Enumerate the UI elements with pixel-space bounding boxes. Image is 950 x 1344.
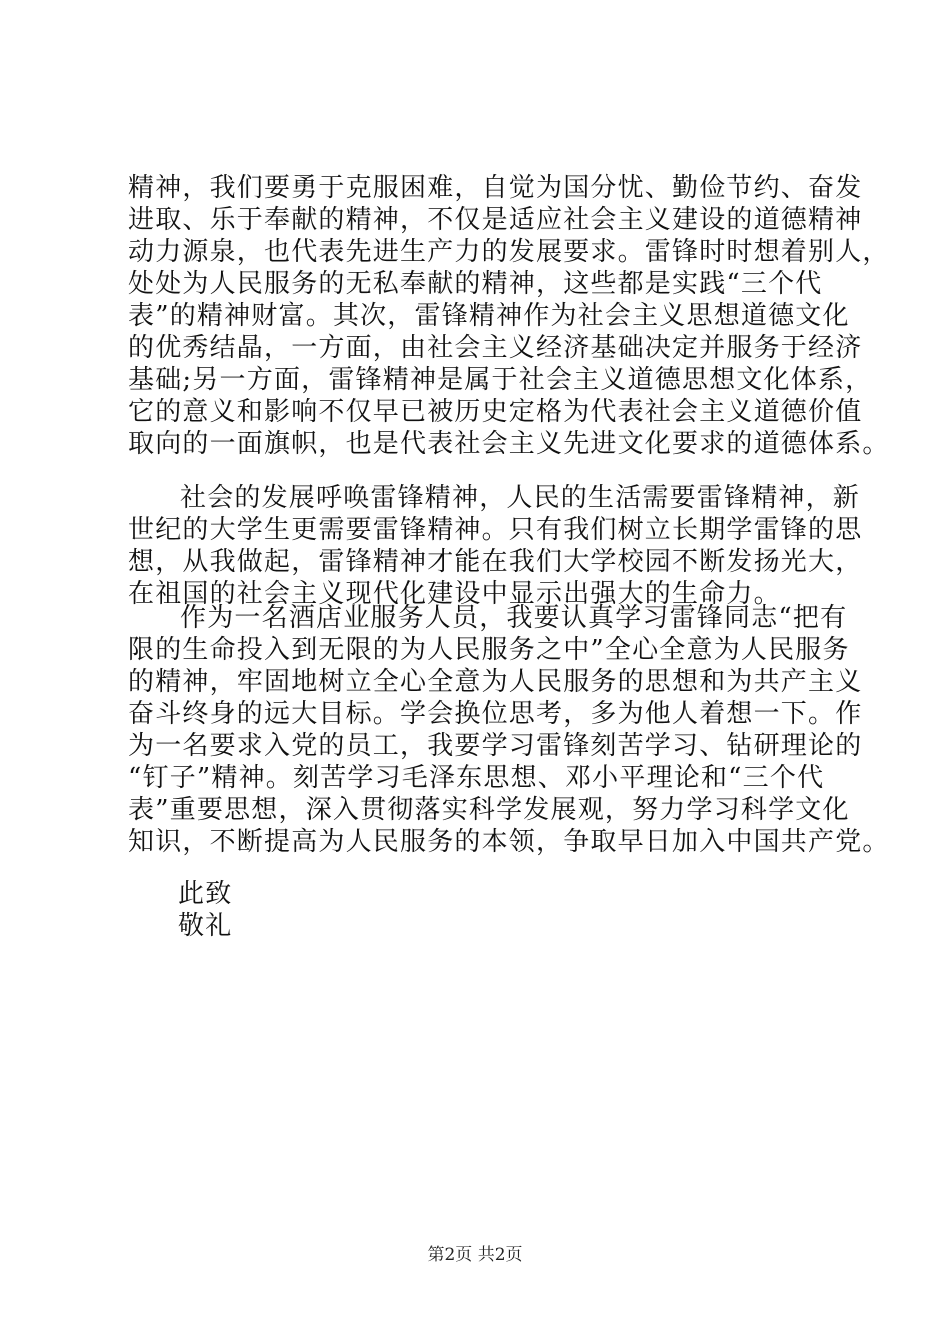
paragraph-3-line-2: 限的生命投入到无限的为人民服务之中”全心全意为人民服务 [128,635,850,665]
page-number-footer: 第2页 共2页 [427,1245,523,1265]
paragraph-1-line-8: 它的意义和影响不仅早已被历史定格为代表社会主义道德价值 [128,397,863,427]
paragraph-2-line-3: 想，从我做起，雷锋精神才能在我们大学校园不断发扬光大， [128,547,863,577]
paragraph-1-line-5: 表”的精神财富。其次，雷锋精神作为社会主义思想道德文化 [128,301,850,331]
paragraph-3-line-4: 奋斗终身的远大目标。学会换位思考，多为他人着想一下。作 [128,699,863,729]
paragraph-3-line-7: 表”重要思想，深入贯彻落实科学发展观，努力学习科学文化 [128,795,850,825]
paragraph-3-line-5: 为一名要求入党的员工，我要学习雷锋刻苦学习、钻研理论的 [128,731,863,761]
paragraph-1-line-3: 动力源泉，也代表先进生产力的发展要求。雷锋时时想着别人， [128,237,890,267]
closing-salutation: 此致 [178,879,233,909]
paragraph-2-line-2: 世纪的大学生更需要雷锋精神。只有我们树立长期学雷锋的思 [128,515,863,545]
paragraph-1-line-1: 精神，我们要勇于克服困难，自觉为国分忧、勤俭节约、奋发 [128,173,863,203]
paragraph-3-line-1: 作为一名酒店业服务人员，我要认真学习雷锋同志“把有 [180,603,848,633]
paragraph-3-line-8: 知识，不断提高为人民服务的本领，争取早日加入中国共产党。 [128,827,890,857]
paragraph-2-line-4: 在祖国的社会主义现代化建设中显示出强大的生命力。 [128,579,781,609]
paragraph-1-line-2: 进取、乐于奉献的精神，不仅是适应社会主义建设的道德精神 [128,205,863,235]
paragraph-3-line-3: 的精神，牢固地树立全心全意为人民服务的思想和为共产主义 [128,667,863,697]
paragraph-3-line-6: “钉子”精神。刻苦学习毛泽东思想、邓小平理论和“三个代 [128,763,825,793]
paragraph-1-line-4: 处处为人民服务的无私奉献的精神，这些都是实践“三个代 [128,269,823,299]
closing-regards: 敬礼 [178,911,233,941]
paragraph-1-line-7: 基础;另一方面，雷锋精神是属于社会主义道德思想文化体系， [128,365,873,395]
paragraph-2-line-1: 社会的发展呼唤雷锋精神，人民的生活需要雷锋精神，新 [180,483,861,513]
paragraph-1-line-9: 取向的一面旗帜，也是代表社会主义先进文化要求的道德体系。 [128,429,890,459]
paragraph-1-line-6: 的优秀结晶，一方面，由社会主义经济基础决定并服务于经济 [128,333,863,363]
